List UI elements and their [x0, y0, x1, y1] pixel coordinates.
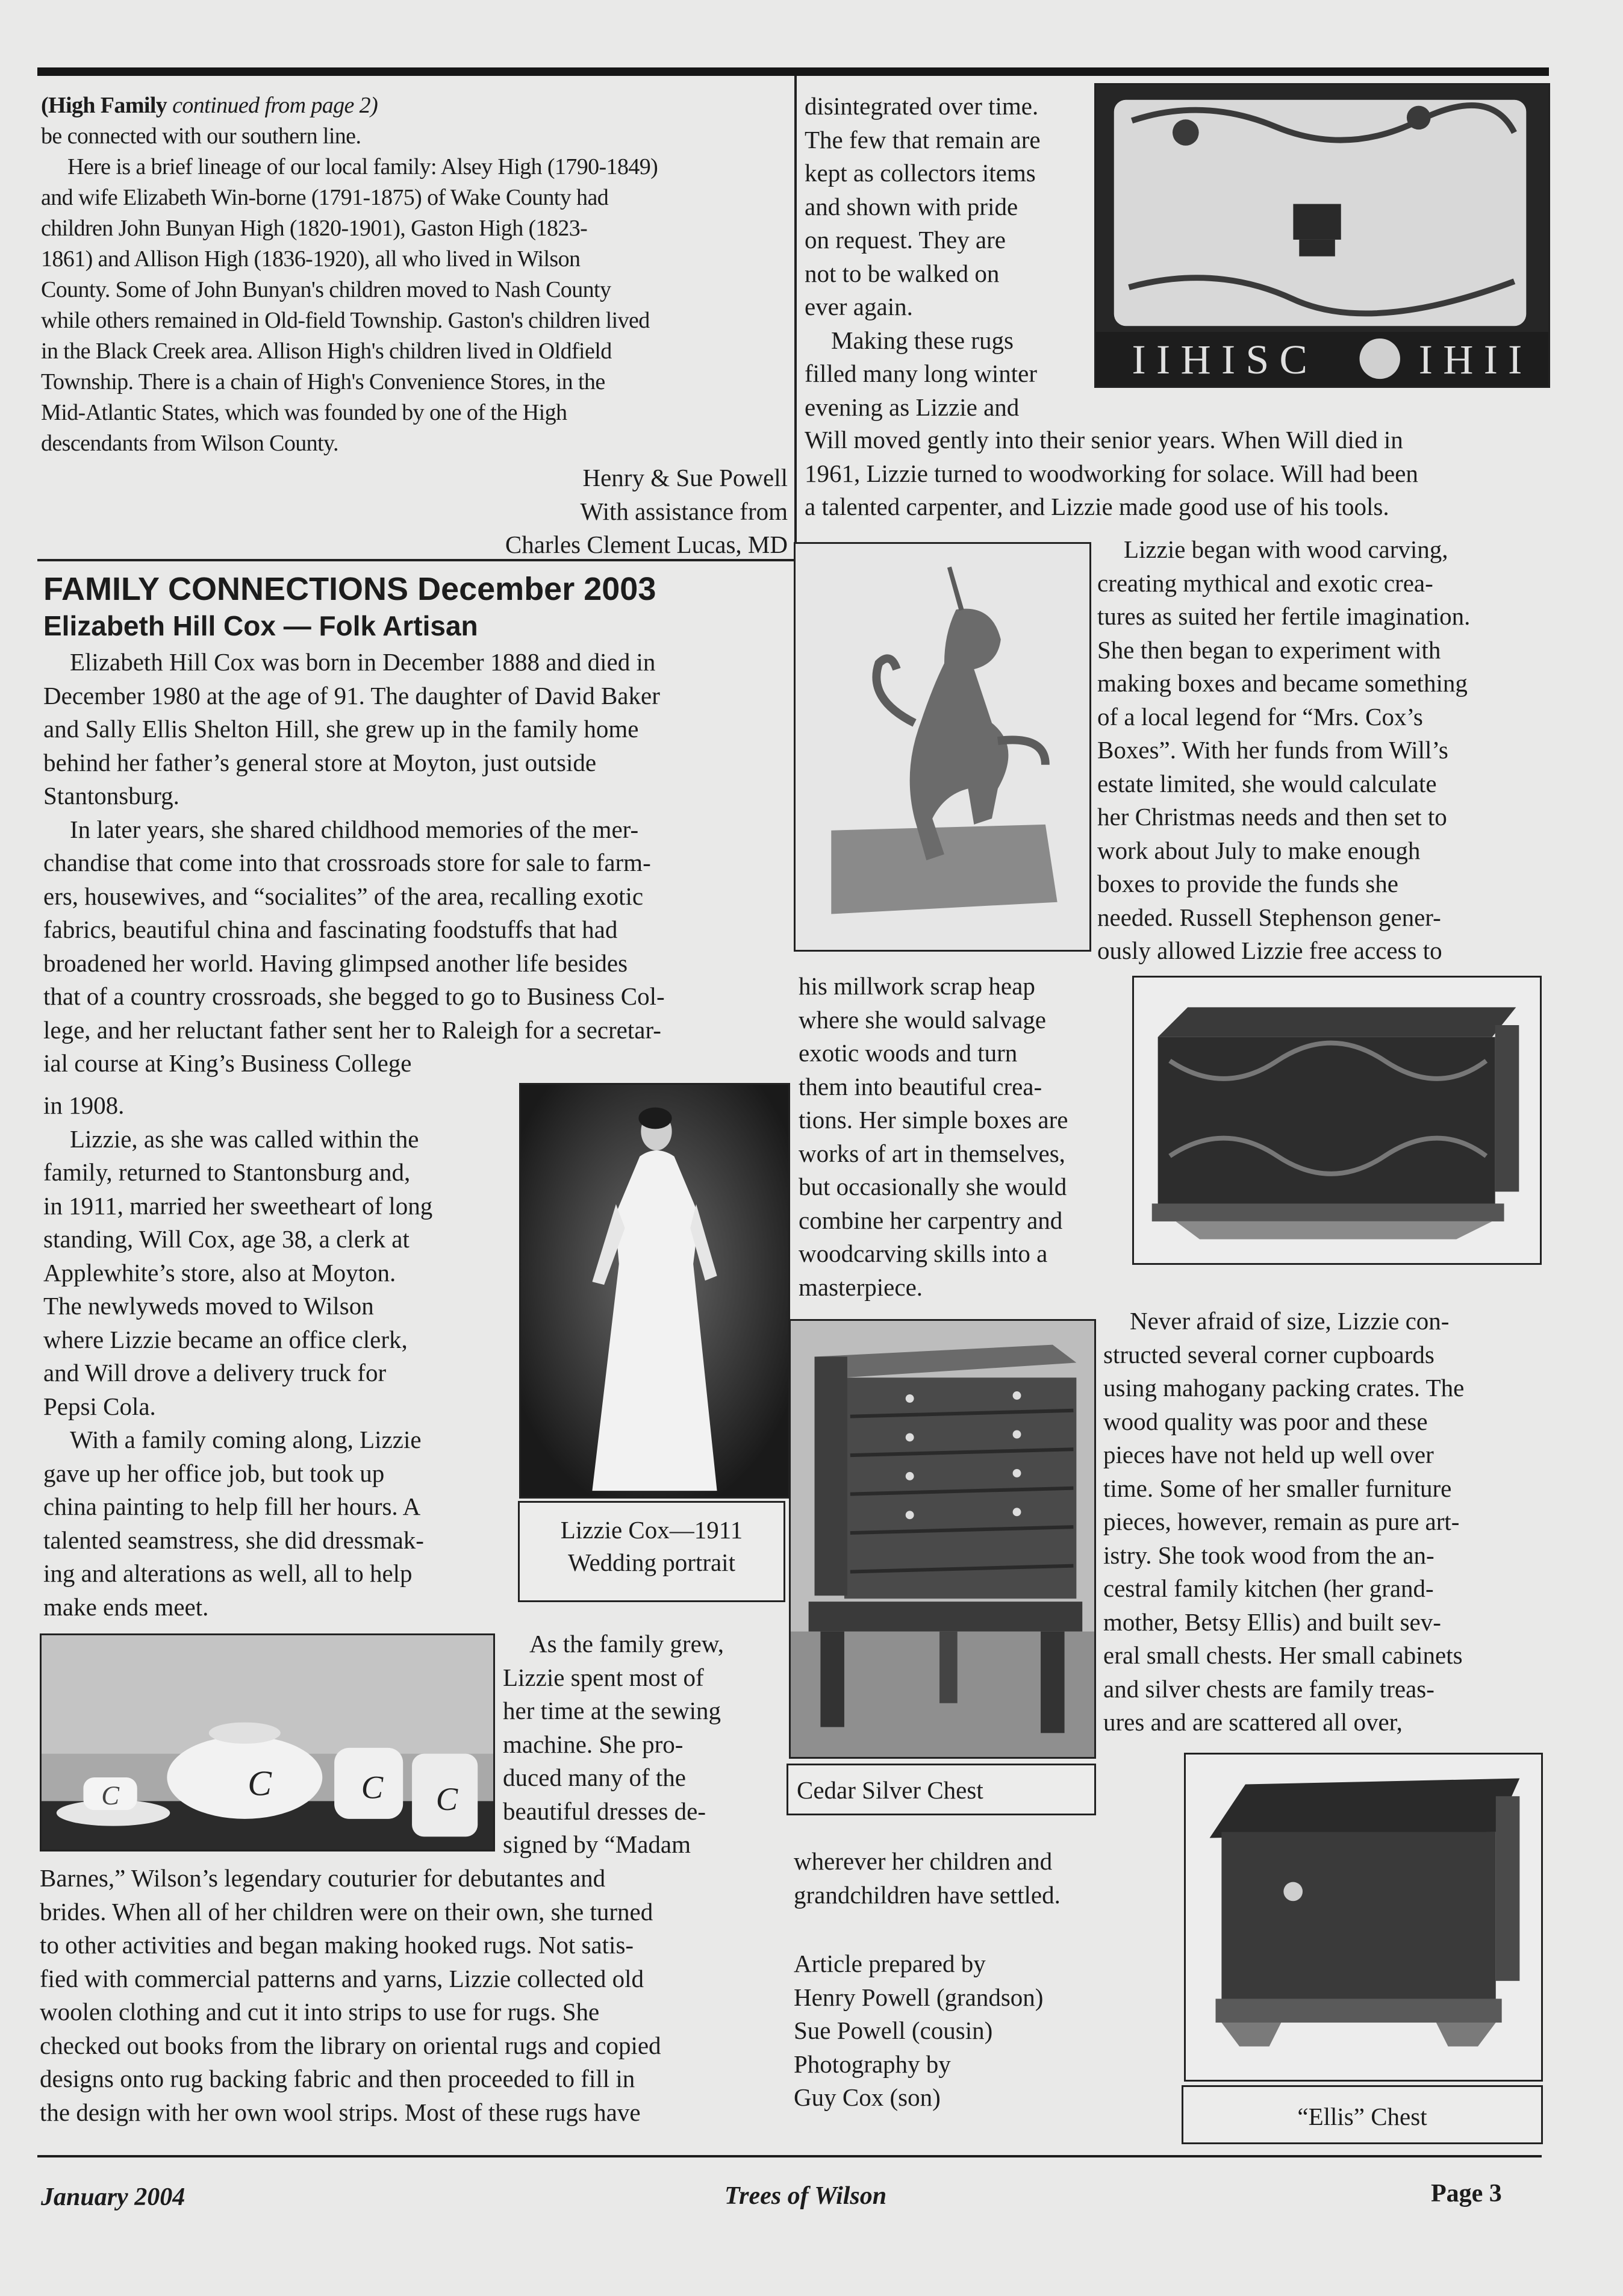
high-line: County. Some of John Bunyan's children moved to Nash County [41, 277, 611, 302]
body-line: behind her father’s general store at Moyton, just outside [43, 748, 597, 776]
credit-line: Sue Powell (cousin) [794, 2017, 993, 2044]
body-line: and silver chests are family treas- [1103, 1674, 1435, 1703]
body-line: make ends meet. [43, 1593, 209, 1621]
article-left-bottom [40, 1862, 799, 2129]
body-line: designs onto rug backing fabric and then proceeded to fill in [40, 2065, 635, 2092]
body-line: 1961, Lizzie turned to woodworking for solace. Will had been [805, 459, 1418, 487]
body-line: Applewhite’s store, also at Moyton. [43, 1258, 396, 1287]
hooked-rug-photo [1094, 83, 1550, 388]
article-right-rug [805, 90, 1088, 424]
china-set-photo [40, 1633, 495, 1851]
body-line: making boxes and became something [1097, 669, 1468, 697]
body-line: woolen clothing and cut it into strips to use for rugs. She [40, 1998, 600, 2026]
body-line: ial course at King’s Business College [43, 1049, 412, 1077]
body-line: istry. She took wood from the an- [1103, 1541, 1435, 1569]
body-line: gave up her office job, but took up [43, 1459, 385, 1487]
body-line: Lizzie, as she was called within the [70, 1125, 419, 1153]
cedar-silver-chest-photo [789, 1319, 1096, 1759]
body-line: combine her carpentry and [799, 1206, 1063, 1234]
body-line: disintegrated over time. [805, 92, 1039, 120]
body-line: brides. When all of her children were on their own, she turned [40, 1897, 653, 1926]
body-line: Never afraid of size, Lizzie con- [1130, 1307, 1450, 1335]
carved-box-photo [1132, 976, 1542, 1265]
article-credits [794, 1947, 1179, 2115]
svg-text:I H I I: I H I I [1418, 336, 1522, 383]
high-signature: Henry & Sue Powell With assistance from Charles Clement Lucas, MD [505, 464, 788, 558]
body-line: her Christmas needs and then set to [1097, 803, 1447, 831]
credit-line: Article prepared by [794, 1950, 986, 1977]
body-line: where Lizzie became an office clerk, [43, 1325, 408, 1353]
body-line: but occasionally she would [799, 1173, 1067, 1200]
body-line: ing and alterations as well, all to help [43, 1559, 413, 1587]
body-line: December 1980 at the age of 91. The daughter of David Baker [43, 681, 660, 710]
high-line: 1861) and Allison High (1836-1920), all who lived in Wilson [41, 246, 581, 272]
body-line: Barnes,” Wilson’s legendary couturier for debutantes and [40, 1864, 606, 1892]
high-line: be connected with our southern line. [41, 123, 361, 149]
body-line: wherever her children and [794, 1847, 1053, 1875]
svg-text:C: C [101, 1780, 119, 1811]
body-line: structed several corner cupboards [1103, 1340, 1435, 1368]
body-line: With a family coming along, Lizzie [70, 1426, 422, 1453]
body-line: china painting to help fill her hours. A [43, 1493, 421, 1520]
article-right-chests [1103, 1305, 1561, 1739]
article-right-wide [805, 423, 1557, 524]
body-line: kept as collectors items [805, 159, 1036, 187]
article-left-china [503, 1627, 798, 1862]
body-line: Stantonsburg. [43, 782, 179, 810]
high-line: children John Bunyan High (1820-1901), Gaston High (1823- [41, 216, 588, 241]
body-line: his millwork scrap heap [799, 972, 1035, 1000]
body-line: The newlyweds moved to Wilson [43, 1292, 374, 1320]
body-line: using mahogany packing crates. The [1103, 1374, 1465, 1402]
body-line: to other activities and began making hooked rugs. Not satis- [40, 1931, 634, 1959]
body-line: ever again. [805, 293, 913, 320]
high-line: Mid-Atlantic States, which was founded by one of the High [41, 400, 567, 425]
body-line: broadened her world. Having glimpsed another life besides [43, 949, 628, 977]
body-line: a talented carpenter, and Lizzie made good use of his tools. [805, 493, 1389, 520]
section-heading: FAMILY CONNECTIONS December 2003 [43, 571, 656, 607]
article-right-carving [1097, 533, 1561, 968]
credit-line: Guy Cox (son) [794, 2083, 941, 2111]
body-line: masterpiece. [799, 1273, 923, 1301]
footer-date: January 2004 [41, 2183, 185, 2211]
body-line: beautiful dresses de- [503, 1797, 706, 1825]
high-line: while others remained in Old-field Township. Gaston's children lived [41, 308, 650, 333]
body-line: fied with commercial patterns and yarns, Lizzie collected old [40, 1964, 644, 1992]
column-divider [794, 76, 797, 552]
high-line: in the Black Creek area. Allison High's children lived in Oldfield [41, 338, 612, 364]
top-rule [37, 67, 1549, 76]
body-line: Lizzie spent most of [503, 1663, 704, 1691]
body-line: ures and are scattered all over, [1103, 1708, 1403, 1736]
body-line: checked out books from the library on oriental rugs and copied [40, 2031, 661, 2059]
ellis-chest-caption: “Ellis” Chest [1182, 2085, 1543, 2144]
body-line: eral small chests. Her small cabinets [1103, 1641, 1463, 1669]
footer-page-number: Page 3 [1431, 2180, 1502, 2207]
body-line: of a local legend for “Mrs. Cox’s [1097, 702, 1423, 731]
article-left-top [43, 570, 793, 1081]
body-line: estate limited, she would calculate [1097, 769, 1437, 797]
body-line: tures as suited her fertile imagination. [1097, 602, 1471, 630]
body-line: Lizzie began with wood carving, [1124, 535, 1448, 563]
article-title: Elizabeth Hill Cox — Folk Artisan [43, 610, 478, 641]
body-line: Elizabeth Hill Cox was born in December 1888 and died in [70, 648, 656, 676]
body-line: cestral family kitchen (her grand- [1103, 1574, 1434, 1602]
body-line: her time at the sewing [503, 1697, 721, 1724]
body-line: As the family grew, [529, 1630, 724, 1658]
portrait-caption: Lizzie Cox—1911 Wedding portrait [518, 1501, 785, 1602]
unicorn-carving-photo [794, 542, 1091, 952]
body-line: Pepsi Cola. [43, 1392, 156, 1420]
article-right-closing [794, 1845, 1179, 1912]
body-line: that of a country crossroads, she begged to go to Business Col- [43, 982, 665, 1010]
high-line: descendants from Wilson County. [41, 431, 338, 456]
footer-publication: Trees of Wilson [724, 2182, 887, 2210]
body-line: not to be walked on [805, 259, 1000, 287]
body-line: work about July to make enough [1097, 836, 1421, 864]
body-line: boxes to provide the funds she [1097, 870, 1398, 897]
body-line: in 1911, married her sweetheart of long [43, 1191, 433, 1220]
body-line: duced many of the [503, 1764, 686, 1791]
high-line: and wife Elizabeth Win-borne (1791-1875) of Wake County had [41, 185, 609, 210]
body-line: creating mythical and exotic crea- [1097, 569, 1433, 597]
body-line: where she would salvage [799, 1005, 1047, 1034]
wedding-portrait-photo [519, 1083, 790, 1499]
body-line: fabrics, beautiful china and fascinating foodstuffs that had [43, 916, 618, 943]
svg-text:C: C [435, 1781, 458, 1818]
body-line: woodcarving skills into a [799, 1240, 1048, 1267]
body-line: them into beautiful crea- [799, 1072, 1042, 1100]
body-line: The few that remain are [805, 125, 1041, 154]
svg-text:C: C [248, 1763, 272, 1803]
body-line: tions. Her simple boxes are [799, 1106, 1068, 1134]
body-line: lege, and her reluctant father sent her to Raleigh for a secretar- [43, 1015, 661, 1044]
body-line: ers, housewives, and “socialites” of the area, recalling exotic [43, 882, 644, 910]
body-line: filled many long winter [805, 360, 1037, 387]
silver-chest-caption: Cedar Silver Chest [787, 1764, 1096, 1815]
body-line: on request. They are [805, 226, 1006, 254]
body-line: time. Some of her smaller furniture [1103, 1474, 1452, 1502]
body-line: ously allowed Lizzie free access to [1097, 937, 1442, 964]
body-line: machine. She pro- [503, 1730, 684, 1758]
high-line: Township. There is a chain of High's Convenience Stores, in the [41, 369, 605, 395]
credit-line: Henry Powell (grandson) [794, 1983, 1044, 2011]
high-family-section [41, 90, 788, 562]
high-line: Here is a brief lineage of our local family: Alsey High (1790-1849) [67, 154, 658, 179]
body-line: pieces, however, remain as pure art- [1103, 1508, 1460, 1535]
body-line: talented seamstress, she did dressmak- [43, 1526, 424, 1554]
body-line: and Will drove a delivery truck for [43, 1359, 387, 1387]
body-line: works of art in themselves, [799, 1139, 1065, 1167]
ellis-chest-photo [1184, 1753, 1543, 2082]
body-line: signed by “Madam [503, 1830, 691, 1858]
body-line: the design with her own wool strips. Most of these rugs have [40, 2098, 641, 2126]
body-line: Boxes”. With her funds from Will’s [1097, 736, 1448, 764]
body-line: and shown with pride [805, 192, 1018, 220]
bottom-rule [37, 2155, 1542, 2157]
body-line: She then began to experiment with [1097, 635, 1441, 664]
body-line: chandise that come into that crossroads store for sale to farm- [43, 849, 651, 876]
body-line: wood quality was poor and these [1103, 1407, 1428, 1435]
body-line: mother, Betsy Ellis) and built sev- [1103, 1608, 1441, 1636]
credit-line: Photography by [794, 2050, 951, 2078]
body-line: Making these rugs [831, 326, 1014, 354]
svg-text:C: C [361, 1769, 384, 1806]
body-line: evening as Lizzie and [805, 393, 1020, 421]
body-line: Will moved gently into their senior years. When Will died in [805, 426, 1403, 454]
body-line: family, returned to Stantonsburg and, [43, 1158, 411, 1186]
body-line: needed. Russell Stephenson gener- [1097, 903, 1441, 931]
body-line: exotic woods and turn [799, 1039, 1018, 1067]
body-line: grandchildren have settled. [794, 1880, 1061, 1909]
body-line: In later years, she shared childhood memories of the mer- [70, 815, 639, 843]
svg-text:I I H I S C: I I H I S C [1132, 336, 1307, 383]
body-line: and Sally Ellis Shelton Hill, she grew up in the family home [43, 715, 639, 743]
body-line: standing, Will Cox, age 38, a clerk at [43, 1225, 410, 1253]
body-line: in 1908. [43, 1091, 125, 1119]
article-right-box [799, 970, 1136, 1304]
article-left-narrow [43, 1089, 519, 1624]
continuation-note: (High Family continued from page 2) [41, 93, 378, 118]
body-line: pieces have not held up well over [1103, 1441, 1434, 1468]
